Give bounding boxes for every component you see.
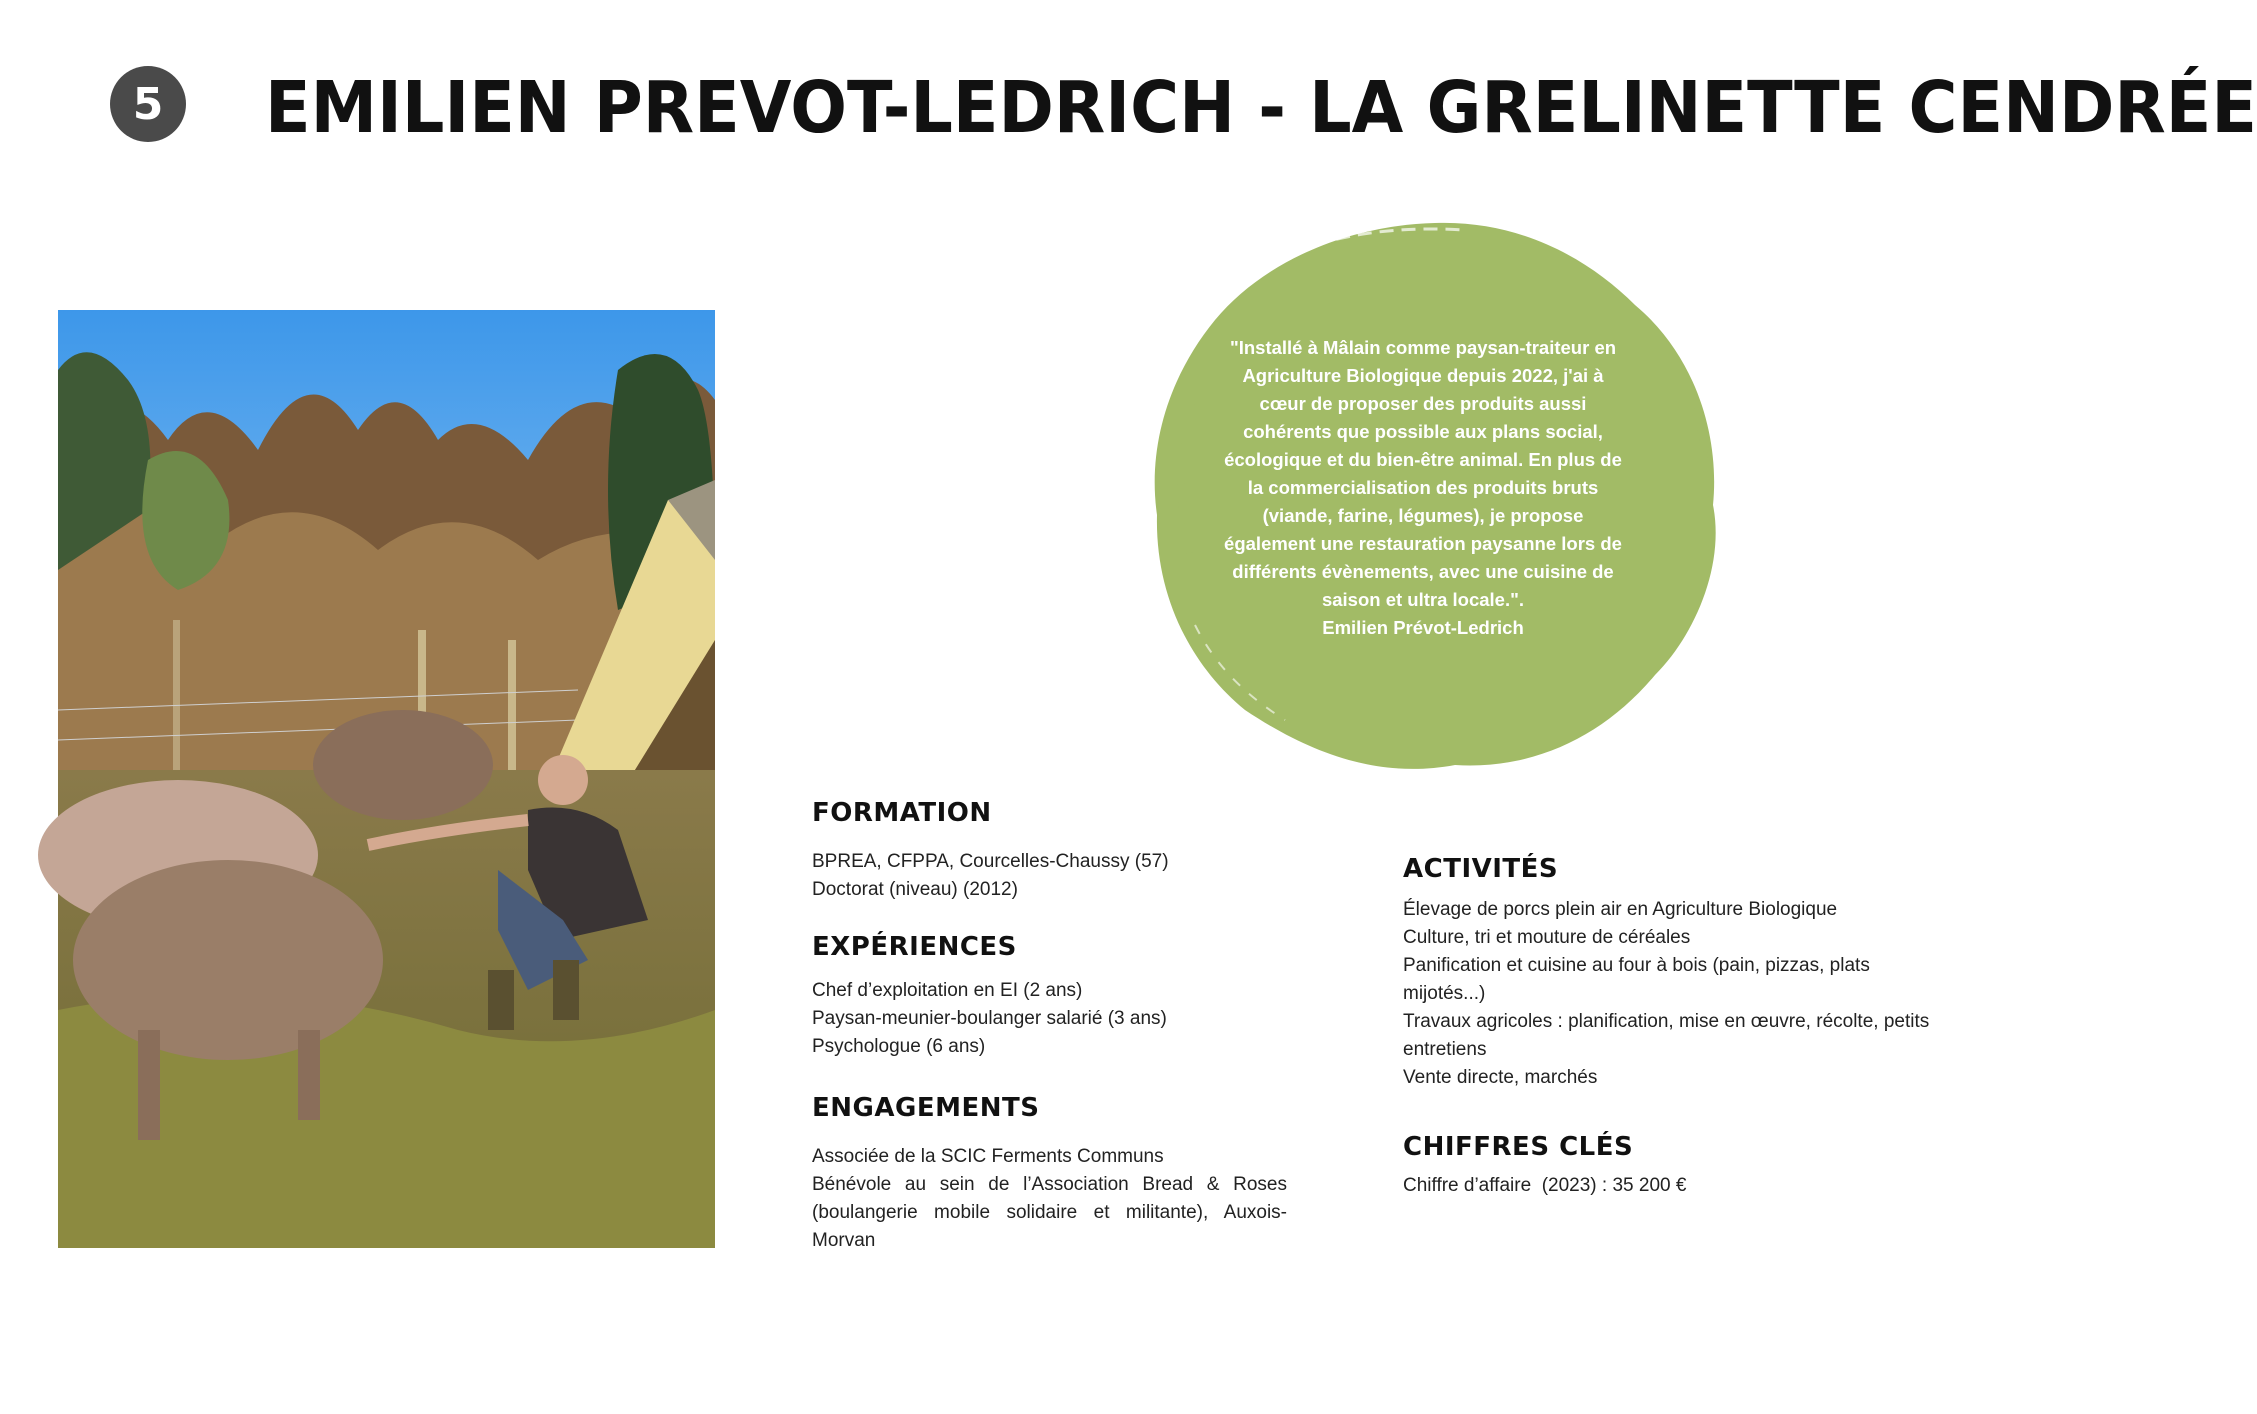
list-item: Élevage de porcs plein air en Agriculture Biologique xyxy=(1403,899,1838,920)
page-number: 5 xyxy=(132,78,164,130)
list-item: Culture, tri et mouture de céréales xyxy=(1403,927,1691,948)
formation-list xyxy=(812,848,1169,904)
activites-heading: ACTIVITÉS xyxy=(1403,854,1559,884)
experiences-heading: EXPÉRIENCES xyxy=(812,932,1017,962)
page-number-badge xyxy=(110,66,186,142)
engagements-list xyxy=(812,1143,1287,1255)
formation-heading: FORMATION xyxy=(812,798,992,828)
list-item: Doctorat (niveau) (2012) xyxy=(812,879,1018,900)
chiffres-heading: CHIFFRES CLÉS xyxy=(1403,1132,1634,1162)
list-item: Associée de la SCIC Ferments Communs xyxy=(812,1146,1164,1167)
list-item: Psychologue (6 ans) xyxy=(812,1036,986,1057)
list-item: Chiffre d’affaire (2023) : 35 200 € xyxy=(1403,1175,1687,1196)
list-item: BPREA, CFPPA, Courcelles-Chaussy (57) xyxy=(812,851,1169,872)
activites-list xyxy=(1403,896,1943,1092)
farmer-photo xyxy=(58,310,715,1248)
list-item: Panification et cuisine au four à bois (pain, pizzas, plats mijotés...) xyxy=(1403,955,1870,1004)
list-item: Travaux agricoles : planification, mise en œuvre, récolte, petits entretiens xyxy=(1403,1011,1930,1060)
chiffres-list xyxy=(1403,1172,1686,1200)
list-item: Bénévole au sein de l’Association Bread & Roses (boulangerie mobile solidaire et militante), Auxois-Morvan xyxy=(812,1174,1287,1251)
list-item: Vente directe, marchés xyxy=(1403,1067,1598,1088)
engagements-heading: ENGAGEMENTS xyxy=(812,1093,1040,1123)
page-title: EMILIEN PREVOT-LEDRICH - LA GRELINETTE CENDRÉE xyxy=(265,66,2257,149)
quote-text: "Installé à Mâlain comme paysan-traiteur en Agriculture Biologique depuis 2022, j'ai à cœur de proposer des produits aussi cohérents que possible aux plans social, écologique et du bien-être animal. En plus de la commercialisation des produits bruts (viande, farine, légumes), je propose également une restauration paysanne lors de différents évènements, avec une cuisine de saison et ultra locale.". xyxy=(1224,337,1622,610)
list-item: Chef d’exploitation en EI (2 ans) xyxy=(812,980,1083,1001)
quote-text-block xyxy=(1218,334,1628,642)
list-item: Paysan-meunier-boulanger salarié (3 ans) xyxy=(812,1008,1167,1029)
experiences-list xyxy=(812,977,1167,1061)
quote-author: Emilien Prévot-Ledrich xyxy=(1322,617,1524,638)
